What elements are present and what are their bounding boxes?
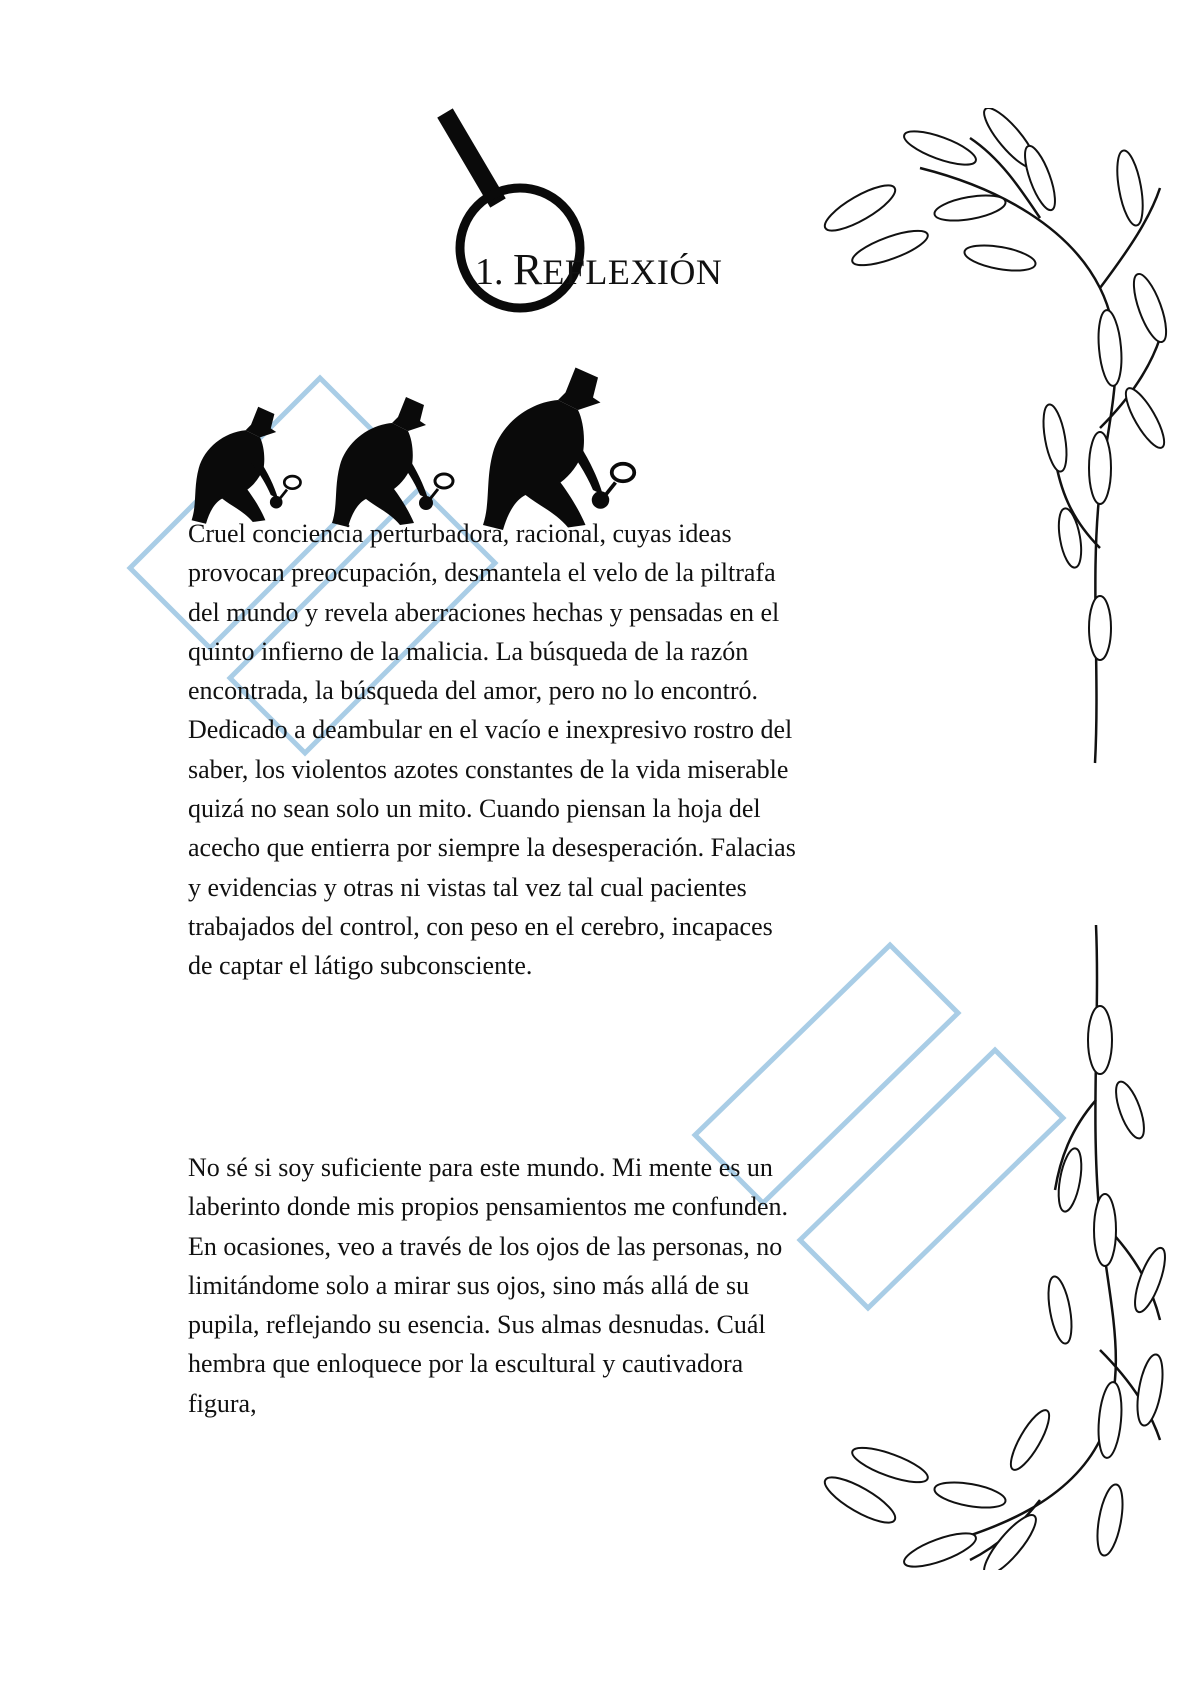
chapter-title-rest: EFLEXIÓN (542, 252, 723, 292)
magnifying-glass-icon (180, 108, 780, 348)
paragraph-1: Cruel conciencia perturbadora, racional, cuyas ideas provocan preocupación, desmantela el velo de la piltrafa del mundo y revela aberraciones hechas y pensadas en el quinto infierno de la malicia. La búsqueda de la razón encontrada, la búsqueda del amor, pero no lo encontró. Dedicado a deambular en el vacío e inexpresivo rostro del saber, los violentos azotes constantes de la vida miserable quizá no sean solo un mito. Cuando piensan la hoja del acecho que entierra por siempre la desesperación. Falacias y evidencias y otras ni vistas tal vez tal cual pacientes trabajados del control, con peso en el cerebro, incapaces de captar el látigo subconsciente. (188, 519, 796, 981)
detective-silhouette-icon (332, 397, 453, 527)
detective-silhouette-icon (483, 368, 634, 531)
chapter-title (475, 245, 723, 294)
paragraph-2: No sé si soy suficiente para este mundo. Mi mente es un laberinto donde mis propios pensamientos me confunden. En ocasiones, veo a través de los ojos de las personas, no limitándome solo a mirar sus ojos, sino más allá de su pupila, reflejando su esencia. Sus almas desnudas. Cuál hembra que enloquece por la escultural y cautivadora figura, (188, 1153, 789, 1418)
wheat-vine-ornament-bottom (800, 920, 1170, 1570)
chapter-title-initial: R (513, 245, 543, 294)
wheat-vine-ornament-top (800, 108, 1170, 768)
detective-silhouette-icon (192, 407, 301, 524)
detective-silhouettes (180, 365, 720, 535)
chapter-heading (180, 108, 780, 348)
chapter-number: 1. (475, 251, 504, 293)
